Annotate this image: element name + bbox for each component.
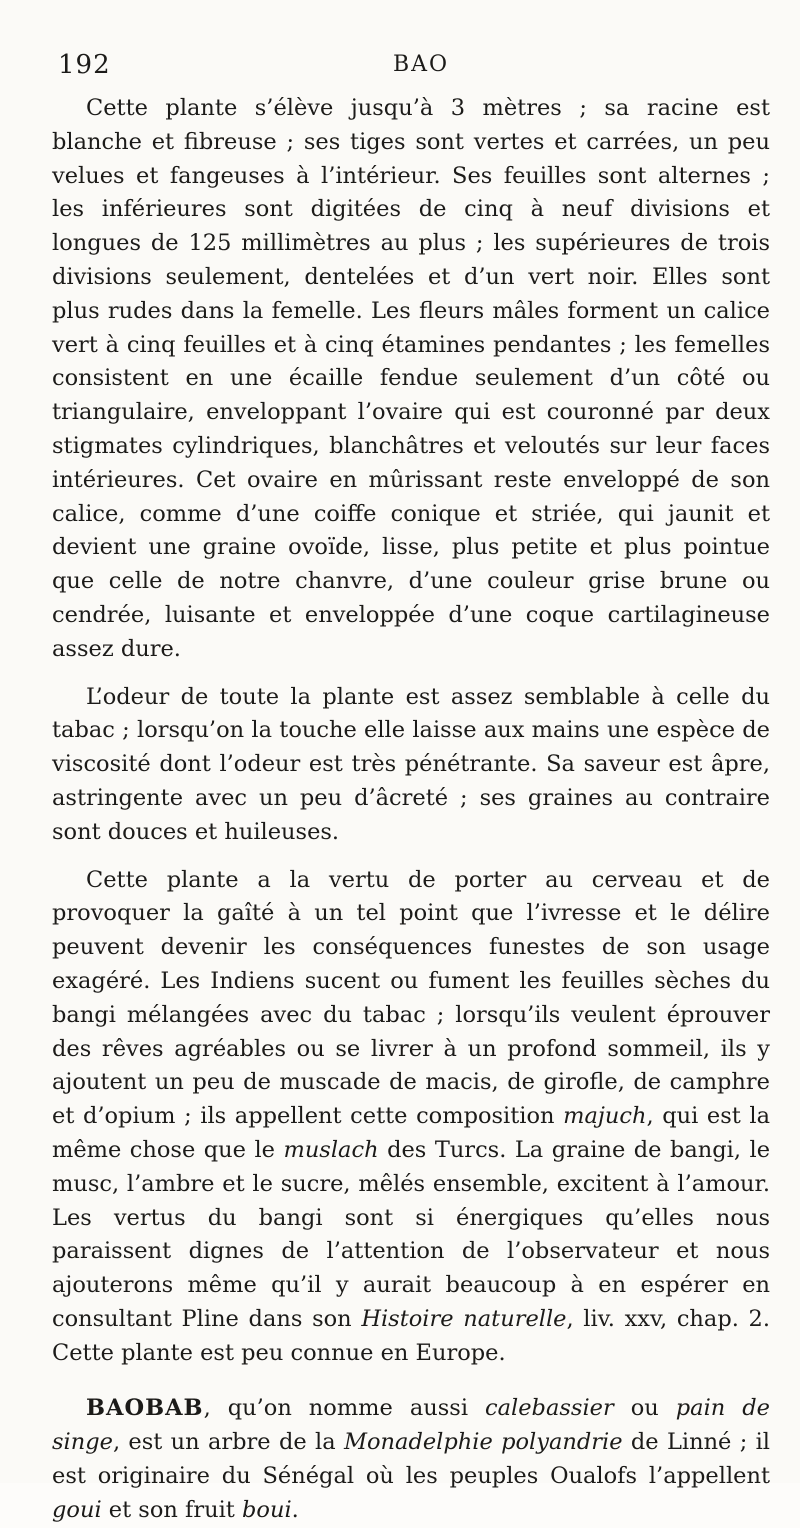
page-body — [52, 92, 770, 1528]
baobab-text-6: . — [291, 1496, 299, 1523]
baobab-text-4: de Linné ; il est originaire du Sénégal où les peuples Oualofs l’appellent — [52, 1429, 771, 1490]
page-number: 192 — [58, 50, 111, 80]
effects-text-3: des Turcs. La graine de bangi, le musc, l’ambre et le sucre, mêlés ensemble, excitent à l’amour. Les vertus du bangi sont si énergiques qu’elles nous paraissent dignes de l’attention de l’observateur et nous ajouterons même qu’il y aurait beaucoup à en espérer en consultant Pline dans son — [52, 1136, 771, 1332]
paragraph-odor-taste: L’odeur de toute la plante est assez semblable à celle du tabac ; lorsqu’on la touche elle laisse aux mains une espèce de viscosité dont l’odeur est très pénétrante. Sa saveur est âpre, astringente avec un peu d’âcreté ; ses graines au contraire sont douces et huileuses. — [52, 683, 770, 845]
term-histoire-naturelle: Histoire naturelle — [361, 1305, 567, 1332]
term-goui: goui — [52, 1496, 102, 1523]
term-majuch: majuch — [563, 1103, 647, 1130]
entry-baobab — [52, 1392, 770, 1527]
term-pain-de-singe: pain de singe — [52, 1395, 770, 1456]
term-calebassier: calebassier — [485, 1395, 614, 1422]
baobab-text-5: et son fruit — [108, 1496, 235, 1523]
baobab-text-1: , qu’on nomme aussi — [203, 1395, 469, 1422]
term-monadelphie: Monadelphie polyandrie — [343, 1429, 623, 1456]
headword-baobab: BAOBAB — [86, 1395, 204, 1422]
baobab-text-2: ou — [630, 1395, 659, 1422]
term-boui: boui — [242, 1496, 292, 1523]
running-head: BAO — [393, 52, 450, 77]
term-muslach: muslach — [283, 1136, 379, 1163]
baobab-text-3: , est un arbre de la — [112, 1429, 336, 1456]
effects-text-4: , liv. xxv, chap. 2. Cette plante est peu connue en Europe. — [52, 1305, 771, 1366]
paragraph-effects — [52, 864, 770, 1371]
page-header — [58, 50, 778, 90]
effects-text-2: , qui est la même chose que le — [52, 1103, 771, 1163]
effects-text-1: Cette plante a la vertu de porter au cerveau et de provoquer la gaîté à un tel point que l’ivresse et le délire peuvent devenir les conséquences funestes de son usage exagéré. Les Indiens sucent ou fument les feuilles sèches du bangi mélangées avec du tabac ; lorsqu’ils veulent éprouver des rêves agréables ou se livrer à un profond sommeil, ils y ajoutent un peu de muscade de macis, de girofle, de camphre et d’opium ; ils appellent cette composition — [52, 866, 770, 1130]
paragraph-plant-description: Cette plante s’élève jusqu’à 3 mètres ; sa racine est blanche et fibreuse ; ses tiges sont vertes et carrées, un peu velues et fangeuses à l’intérieur. Ses feuilles sont alternes ; les inférieures sont digitées de cinq à neuf divisions et longues de 125 millimètres au plus ; les supérieures de trois divisions seulement, dentelées et d’un vert noir. Elles sont plus rudes dans la femelle. Les fleurs mâles forment un calice vert à cinq feuilles et à cinq étamines pendantes ; les femelles consistent en une écaille fendue seulement d’un côté ou triangulaire, enveloppant l’ovaire qui est couronné par deux stigmates cylindriques, blanchâtres et veloutés sur leur faces intérieures. Cet ovaire en mûrissant reste enveloppé de son calice, comme d’une coiffe conique et striée, qui jaunit et devient une graine ovoïde, lisse, plus petite et plus pointue que celle de notre chanvre, d’une couleur grise brune ou cendrée, luisante et enveloppée d’une coque cartilagineuse assez dure. — [52, 95, 770, 662]
